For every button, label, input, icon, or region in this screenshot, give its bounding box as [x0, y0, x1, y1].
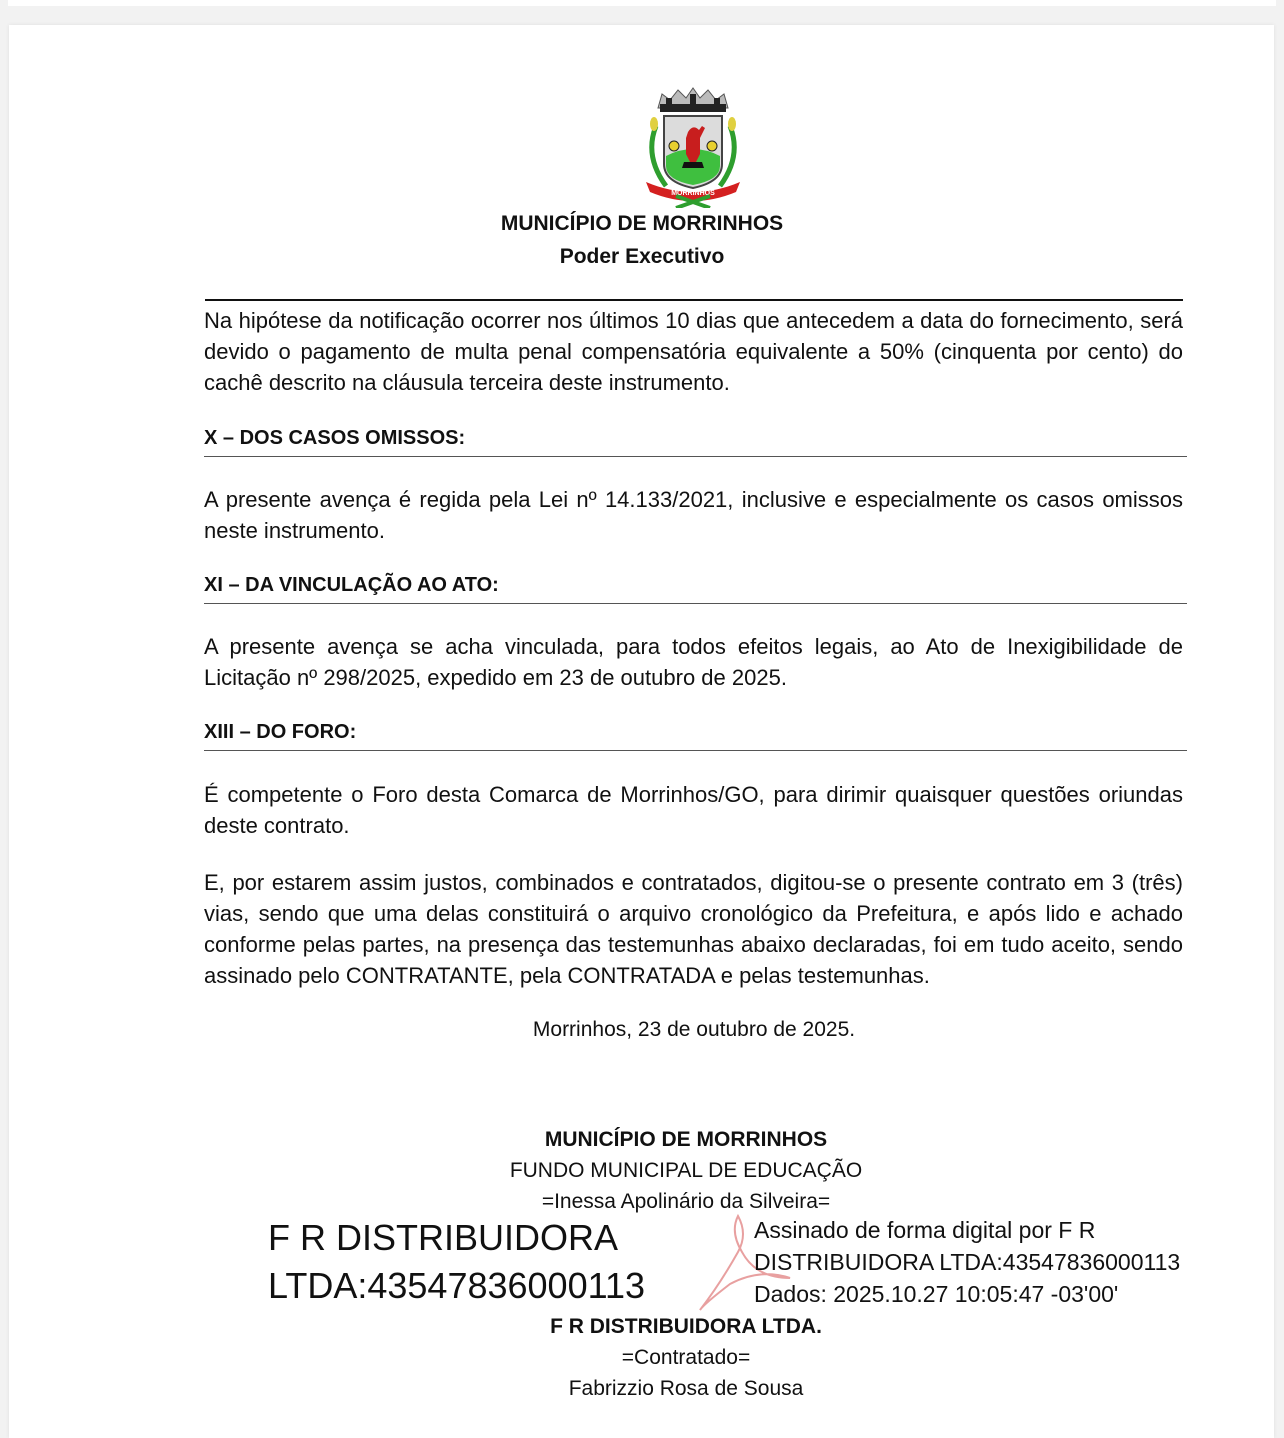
svg-text:MORRINHOS: MORRINHOS: [671, 190, 715, 197]
intro-paragraph: Na hipótese da notificação ocorrer nos últimos 10 dias que antecedem a data do fornecimento, será devido o pagamento de multa penal compensatória equivalente a 50% (cinquenta por cento) do cachê descrito na cláusula terceira deste instrumento.: [204, 308, 1183, 395]
section-text-vinculacao: A presente avença se acha vinculada, para todos efeitos legais, ao Ato de Inexigibilidade de Licitação nº 298/2025, expedido em 23 de outubro de 2025.: [204, 634, 1183, 690]
section-text-casos-omissos: A presente avença é regida pela Lei nº 14.133/2021, inclusive e especialmente os casos omissos neste instrumento.: [204, 487, 1183, 543]
contractor-representative: =Inessa Apolinário da Silveira=: [541, 1190, 831, 1213]
digital-signature-meta: [754, 1214, 1180, 1310]
coat-of-arms-icon: [636, 86, 750, 208]
signature-meta-line1: Assinado de forma digital por F R: [754, 1217, 1096, 1243]
section-title-foro: XIII – DO FORO:: [204, 721, 1187, 751]
contractor-name: MUNICÍPIO DE MORRINHOS: [544, 1128, 828, 1151]
place-date: Morrinhos, 23 de outubro de 2025.: [532, 1018, 856, 1041]
branch-subtitle: Poder Executivo: [559, 245, 725, 268]
section-title-vinculacao: XI – DA VINCULAÇÃO AO ATO:: [204, 574, 1187, 604]
signature-meta-line2: DISTRIBUIDORA LTDA:43547836000113: [754, 1249, 1181, 1275]
contracted-name: F R DISTRIBUIDORA LTDA.: [550, 1315, 822, 1338]
digital-signer-line2: LTDA:43547836000113: [268, 1265, 645, 1306]
closing-paragraph: E, por estarem assim justos, combinados e contratados, digitou-se o presente contrato em 3 (três) vias, sendo que uma delas constituirá o arquivo cronológico da Prefeitura, e após lido e achado conforme pelas partes, na presença das testemunhas abaixo declaradas, foi em tudo aceito, sendo assinado pelo CONTRATANTE, pela CONTRATADA e pelas testemunhas.: [204, 870, 1183, 988]
digital-signer-line1: F R DISTRIBUIDORA: [268, 1217, 619, 1258]
section-text-foro: É competente o Foro desta Comarca de Morrinhos/GO, para dirimir quaisquer questões oriundas deste contrato.: [204, 782, 1183, 838]
section-title-casos-omissos: X – DOS CASOS OMISSOS:: [204, 427, 1187, 457]
viewer-top-bar: [8, 0, 1276, 6]
contracted-role: =Contratado=: [621, 1346, 751, 1369]
signature-meta-line3: Dados: 2025.10.27 10:05:47 -03'00': [754, 1281, 1119, 1307]
header-divider: [205, 299, 1183, 301]
contractor-fund: FUNDO MUNICIPAL DE EDUCAÇÃO: [509, 1159, 863, 1182]
contracted-representative: Fabrizzio Rosa de Sousa: [568, 1377, 804, 1400]
municipality-title: MUNICÍPIO DE MORRINHOS: [500, 212, 784, 235]
